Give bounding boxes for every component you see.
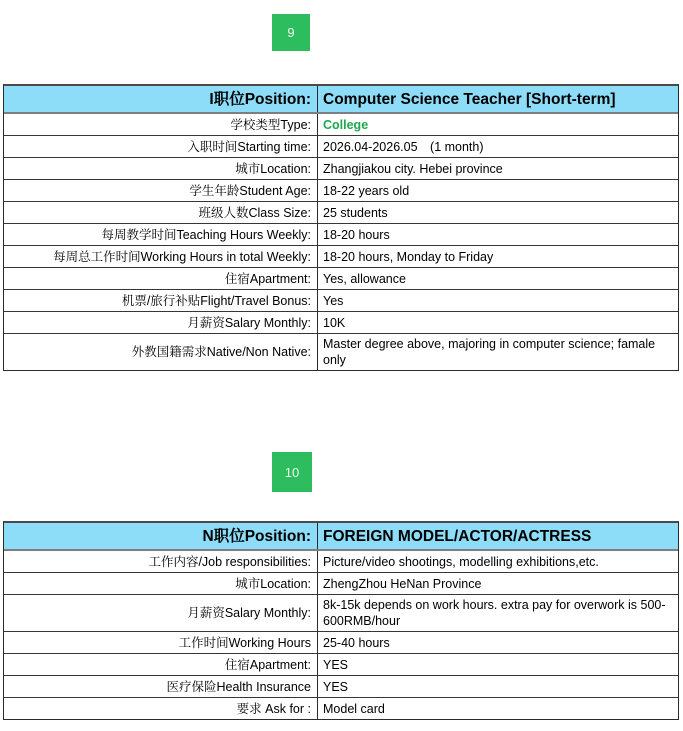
table-header-row xyxy=(4,86,678,114)
field-label: 外教国籍需求Native/Non Native: xyxy=(4,334,318,370)
field-row xyxy=(4,333,678,370)
job-table-computer-science-teacher xyxy=(3,84,679,371)
field-label: 要求 Ask for : xyxy=(4,698,318,719)
field-row xyxy=(4,157,678,179)
position-title: FOREIGN MODEL/ACTOR/ACTRESS xyxy=(323,527,592,545)
badge-number: 9 xyxy=(287,25,295,40)
field-value: 2026.04-2026.05 (1 month) xyxy=(323,139,484,154)
field-value: YES xyxy=(323,679,349,694)
field-value: YES xyxy=(323,657,349,672)
field-label: 机票/旅行补贴Flight/Travel Bonus: xyxy=(4,290,318,311)
field-label: 工作内容/Job responsibilities: xyxy=(4,551,318,572)
position-label: I职位Position: xyxy=(4,86,318,112)
position-title: Computer Science Teacher [Short-term] xyxy=(323,90,616,108)
table-body xyxy=(4,114,678,370)
field-label: 工作时间Working Hours xyxy=(4,632,318,653)
field-row xyxy=(4,311,678,333)
field-row xyxy=(4,631,678,653)
field-row xyxy=(4,114,678,135)
table-header-row xyxy=(4,523,678,551)
job-table-foreign-model xyxy=(3,521,679,720)
field-value: 25 students xyxy=(323,205,388,220)
field-label: 学生年龄Student Age: xyxy=(4,180,318,201)
field-value: Picture/video shootings, modelling exhibitions,etc. xyxy=(323,554,599,569)
field-label: 城市Location: xyxy=(4,573,318,594)
field-label: 每周总工作时间Working Hours in total Weekly: xyxy=(4,246,318,267)
field-label: 月薪资Salary Monthly: xyxy=(4,312,318,333)
field-row xyxy=(4,675,678,697)
field-label: 班级人数Class Size: xyxy=(4,202,318,223)
field-label: 每周教学时间Teaching Hours Weekly: xyxy=(4,224,318,245)
field-row xyxy=(4,289,678,311)
field-label: 医疗保险Health Insurance xyxy=(4,676,318,697)
field-row xyxy=(4,267,678,289)
field-row xyxy=(4,551,678,572)
field-label: 月薪资Salary Monthly: xyxy=(4,595,318,631)
field-row xyxy=(4,179,678,201)
field-value: Master degree above, majoring in computer science; famale only xyxy=(323,337,656,367)
field-row xyxy=(4,223,678,245)
position-label: N职位Position: xyxy=(4,523,318,549)
field-row xyxy=(4,201,678,223)
field-value: 10K xyxy=(323,315,346,330)
table-body xyxy=(4,551,678,719)
field-label: 城市Location: xyxy=(4,158,318,179)
field-label: 入职时间Starting time: xyxy=(4,136,318,157)
field-value: 25-40 hours xyxy=(323,635,390,650)
field-value: Model card xyxy=(323,701,385,716)
field-row xyxy=(4,245,678,267)
field-row xyxy=(4,697,678,719)
field-row xyxy=(4,572,678,594)
badge-number: 10 xyxy=(284,464,300,480)
field-value: 18-20 hours xyxy=(323,227,390,242)
page-number-badge-10 xyxy=(272,452,312,492)
field-value: Zhangjiakou city. Hebei province xyxy=(323,161,503,176)
field-row xyxy=(4,594,678,631)
field-value: 8k-15k depends on work hours. extra pay for overwork is 500-600RMB/hour xyxy=(323,598,666,628)
field-value: College xyxy=(323,117,369,132)
field-row xyxy=(4,653,678,675)
field-row xyxy=(4,135,678,157)
field-value: Yes xyxy=(323,293,344,308)
page-number-badge-9 xyxy=(272,14,310,51)
field-value: ZhengZhou HeNan Province xyxy=(323,576,482,591)
field-value: 18-22 years old xyxy=(323,183,410,198)
field-label: 住宿Apartment: xyxy=(4,268,318,289)
field-label: 住宿Apartment: xyxy=(4,654,318,675)
field-label: 学校类型Type: xyxy=(4,114,318,135)
field-value: Yes, allowance xyxy=(323,271,406,286)
field-value: 18-20 hours, Monday to Friday xyxy=(323,249,494,264)
